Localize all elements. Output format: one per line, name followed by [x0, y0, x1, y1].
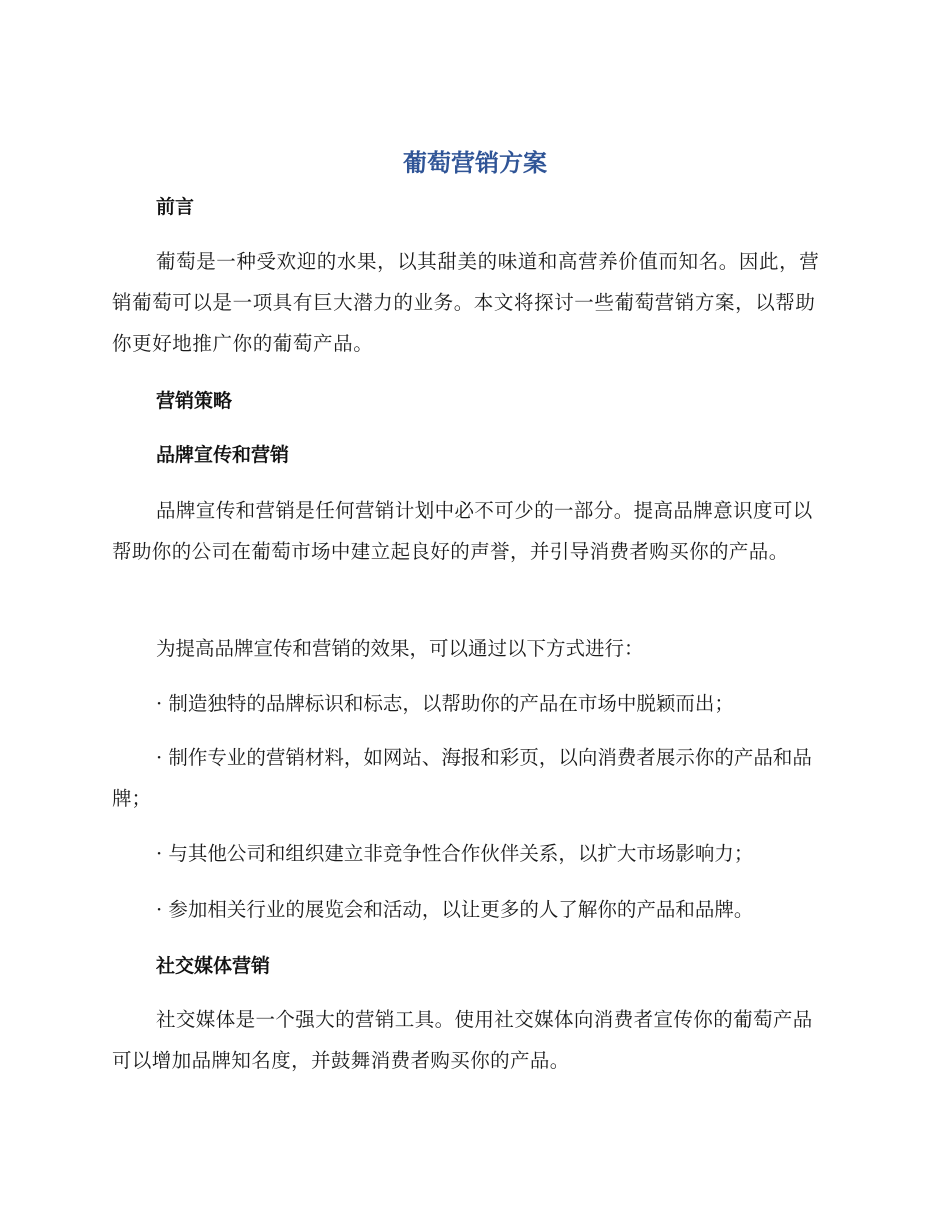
document-title: 葡萄营销方案	[403, 149, 547, 177]
paragraph-brand-intro: 为提高品牌宣传和营销的效果，可以通过以下方式进行：	[156, 637, 644, 660]
heading-marketing-strategy: 营销策略	[156, 390, 233, 412]
paragraph-brand-promotion: 品牌宣传和营销是任何营销计划中必不可少的一部分。提高品牌意识度可以帮助你的公司在葡萄市场中建立起良好的声誉，并引导消费者购买你的产品。	[112, 499, 813, 563]
list-item-brand-2: · 制作专业的营销材料，如网站、海报和彩页，以向消费者展示你的产品和品牌；	[112, 746, 812, 810]
list-item-brand-1: · 制造独特的品牌标识和标志，以帮助你的产品在市场中脱颖而出；	[156, 692, 734, 715]
heading-preface: 前言	[156, 196, 195, 218]
paragraph-social-media: 社交媒体是一个强大的营销工具。使用社交媒体向消费者宣传你的葡萄产品可以增加品牌知名度，并鼓舞消费者购买你的产品。	[112, 1008, 813, 1072]
list-item-brand-3: · 与其他公司和组织建立非竞争性合作伙伴关系，以扩大市场影响力；	[156, 842, 754, 865]
heading-social-media: 社交媒体营销	[156, 955, 271, 977]
list-item-brand-4: · 参加相关行业的展览会和活动，以让更多的人了解你的产品和品牌。	[156, 898, 754, 921]
paragraph-preface: 葡萄是一种受欢迎的水果，以其甜美的味道和高营养价值而知名。因此，营销葡萄可以是一项具有巨大潜力的业务。本文将探讨一些葡萄营销方案，以帮助你更好地推广你的葡萄产品。	[112, 250, 820, 355]
heading-brand-promotion: 品牌宣传和营销	[156, 444, 290, 466]
